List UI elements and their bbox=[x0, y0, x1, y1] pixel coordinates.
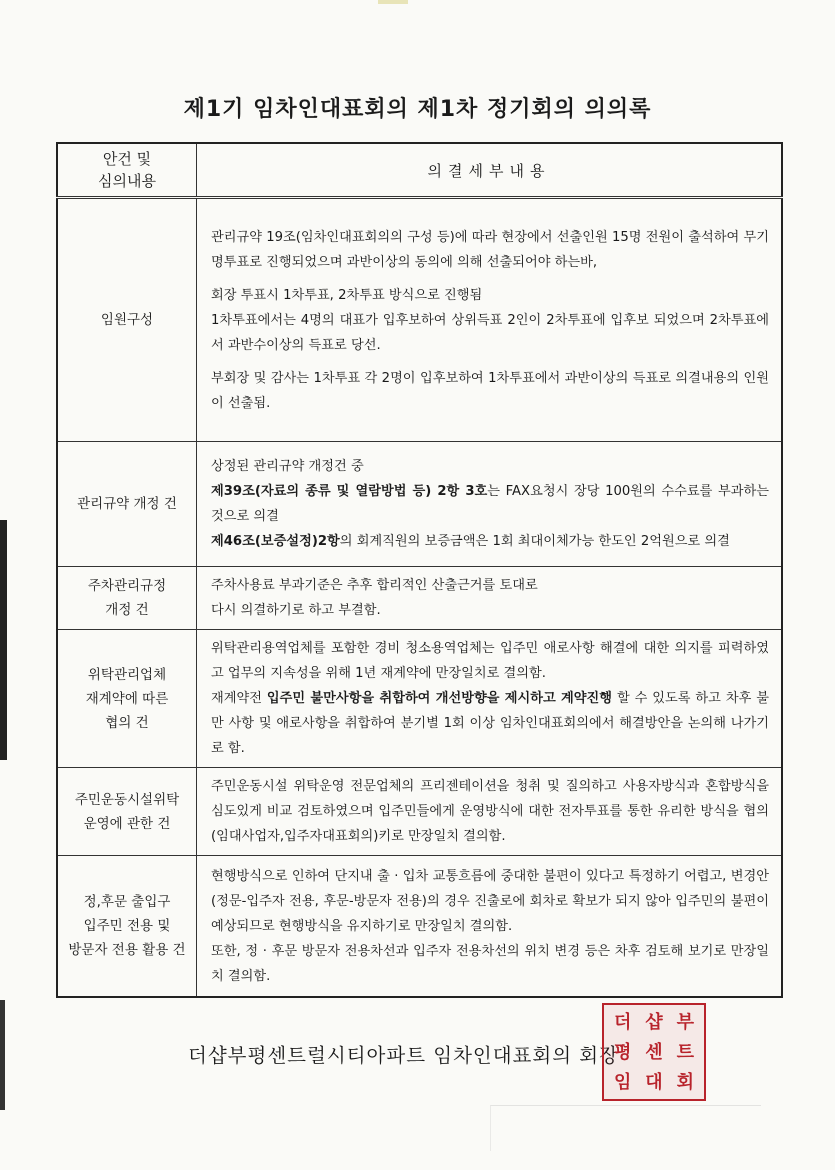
detail-paragraph: 또한, 정 · 후문 방문자 전용차선과 입주자 전용차선의 위치 변경 등은 차후 검토해 보기로 만장일치 결의함. bbox=[211, 943, 769, 984]
detail-paragraph: 부회장 및 감사는 1차투표 각 2명이 입후보하여 1차투표에서 과반이상의 득표로 의결내용의 인원이 선출됨. bbox=[211, 370, 769, 411]
seal-glyph: 센 bbox=[645, 1042, 663, 1063]
detail-paragraph: 상정된 관리규약 개정건 중 bbox=[211, 459, 364, 474]
signature-line: 더샵부평센트럴시티아파트 임차인대표회의 회장 bbox=[188, 1044, 619, 1067]
table-row bbox=[57, 630, 782, 768]
header-details: 의결세부내용 bbox=[197, 143, 783, 198]
table-row bbox=[57, 198, 782, 442]
table-row bbox=[57, 567, 782, 630]
agenda-cell: 관리규약 개정 건 bbox=[57, 442, 197, 567]
detail-paragraph: 다시 의결하기로 하고 부결함. bbox=[211, 603, 381, 618]
detail-cell bbox=[197, 567, 783, 630]
official-seal-stamp bbox=[602, 1003, 706, 1101]
agenda-cell: 주차관리규정 개정 건 bbox=[57, 567, 197, 630]
table-header-row bbox=[57, 143, 782, 198]
agenda-cell: 주민운동시설위탁 운영에 관한 건 bbox=[57, 768, 197, 856]
agenda-cell: 위탁관리업체 재계약에 따른 협의 건 bbox=[57, 630, 197, 768]
clause-text: 할 수 있도록 하고 차후 불만 사항 및 애로사항을 취합하여 분기별 1회 이상 임차인대표회의에서 해결방안을 논의해 나가기로 함. bbox=[211, 691, 769, 756]
detail-cell bbox=[197, 630, 783, 768]
table-row bbox=[57, 856, 782, 998]
detail-cell bbox=[197, 198, 783, 442]
detail-paragraph bbox=[211, 479, 769, 529]
minutes-table bbox=[56, 142, 783, 998]
clause-text: 의 회계직원의 보증금액은 1회 최대이체가능 한도인 2억원으로 의결 bbox=[339, 534, 730, 549]
detail-paragraph: 1차투표에서는 4명의 대표가 입후보하여 상위득표 2인이 2차투표에 입후보 되었으며 2차투표에서 과반수이상의 득표로 당선. bbox=[211, 312, 769, 353]
detail-paragraph: 관리규약 19조(임차인대표회의의 구성 등)에 따라 현장에서 선출인원 15명 전원이 출석하여 무기명투표로 진행되었으며 과반이상의 동의에 의해 선출되어야 하는바, bbox=[211, 229, 769, 270]
clause-text: 재계약전 bbox=[211, 691, 267, 706]
scan-artifact-bottom bbox=[490, 1105, 761, 1151]
agenda-cell: 임원구성 bbox=[57, 198, 197, 442]
bold-clause: 제46조(보증설정)2항 bbox=[211, 534, 340, 549]
detail-cell bbox=[197, 856, 783, 998]
seal-glyph: 부 bbox=[676, 1012, 695, 1033]
detail-paragraph: 주차사용료 부과기준은 추후 합리적인 산출근거를 토대로 bbox=[211, 578, 538, 593]
document-title: 제1기 임차인대표회의 제1차 정기회의 의의록 bbox=[183, 97, 652, 122]
detail-paragraph: 주민운동시설 위탁운영 전문업체의 프리젠테이션을 청취 및 질의하고 사용자방식과 혼합방식을 심도있게 비교 검토하였으며 입주민들에게 운영방식에 대한 전자투표를 통한 유리한 방식을 협의(임대사업자,입주자대표회의)키로 만장일치 결의함. bbox=[211, 779, 769, 844]
detail-cell bbox=[197, 768, 783, 856]
agenda-cell: 정,후문 출입구 입주민 전용 및 방문자 전용 활용 건 bbox=[57, 856, 197, 998]
seal-glyph: 더 bbox=[613, 1012, 632, 1033]
scan-artifact-left-lower bbox=[0, 1000, 5, 1110]
table-row bbox=[57, 768, 782, 856]
clause-text: 는 FAX요청시 장당 100원의 수수료를 부과하는 것으로 의결 bbox=[211, 484, 770, 524]
seal-glyph: 트 bbox=[676, 1042, 695, 1063]
seal-glyph: 샵 bbox=[645, 1012, 663, 1033]
seal-glyph: 임 bbox=[613, 1072, 632, 1093]
detail-paragraph: 회장 투표시 1차투표, 2차투표 방식으로 진행됨 bbox=[211, 287, 483, 303]
seal-glyph: 대 bbox=[645, 1072, 663, 1093]
bold-clause: 제39조(자료의 종류 및 열람방법 등) 2항 3호 bbox=[211, 484, 488, 499]
header-agenda: 안건 및 심의내용 bbox=[57, 143, 197, 198]
scan-artifact-top bbox=[378, 0, 408, 4]
seal-glyph: 회 bbox=[676, 1072, 695, 1093]
detail-paragraph bbox=[211, 529, 769, 554]
detail-paragraph: 현행방식으로 인하여 단지내 출 · 입차 교통흐름에 중대한 불편이 있다고 특정하기 어렵고, 변경안(정문-입주자 전용, 후문-방문자 전용)의 경우 진출로에 회차로 확보가 되지 않아 입주민의 불편이 예상되므로 현행방식을 유지하기로 만장일치 결의함. bbox=[211, 868, 769, 934]
seal-glyph: 평 bbox=[613, 1042, 632, 1063]
scan-artifact-left bbox=[0, 520, 7, 760]
detail-cell bbox=[197, 442, 783, 567]
table-row bbox=[57, 442, 782, 567]
detail-paragraph: 위탁관리용역업체를 포함한 경비 청소용역업체는 입주민 애로사항 해결에 대한 의지를 피력하였고 업무의 지속성을 위해 1년 재계약에 만장일치로 결의함. bbox=[211, 641, 769, 681]
detail-paragraph bbox=[211, 686, 769, 761]
bold-clause: 입주민 불만사항을 취합하여 개선방향을 제시하고 계약진행 bbox=[266, 691, 613, 706]
